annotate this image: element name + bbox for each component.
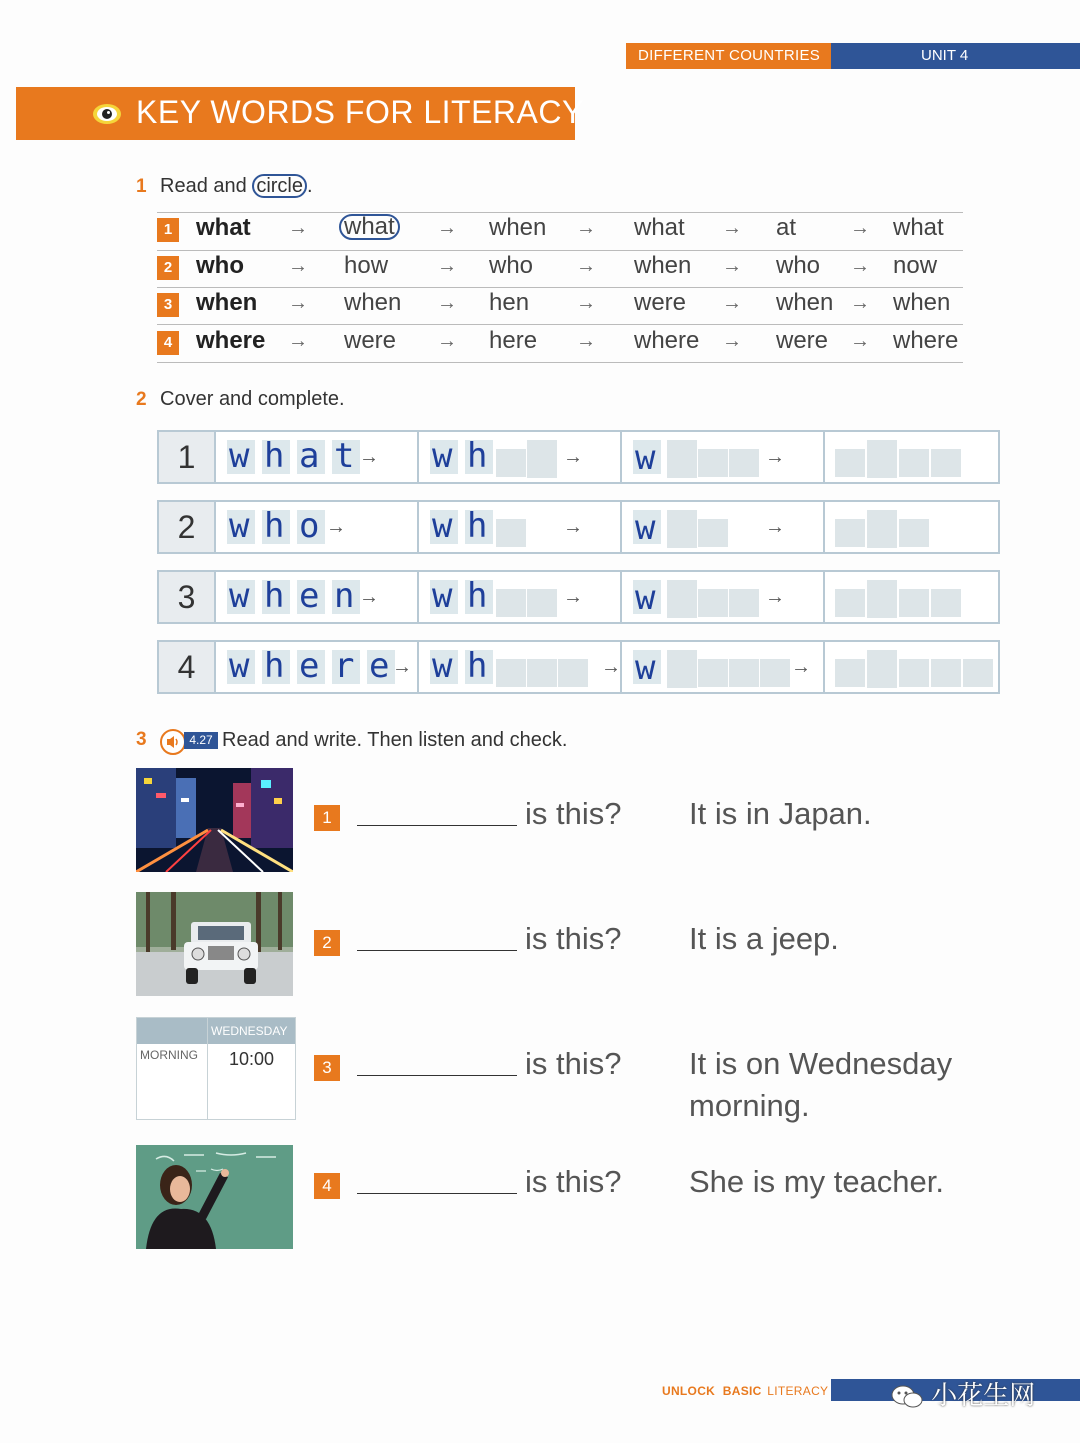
- letter: h: [467, 576, 488, 616]
- letter: h: [264, 436, 285, 476]
- blank-box: [698, 589, 728, 617]
- schedule-day: WEDNESDAY: [211, 1024, 288, 1038]
- arrow-icon: →: [765, 586, 785, 608]
- letter: h: [467, 436, 488, 476]
- question-text: is this?: [525, 1164, 622, 1199]
- question-text: is this?: [525, 1046, 622, 1081]
- blank-box: [496, 589, 526, 617]
- instruction-text: Read and: [160, 175, 253, 197]
- word-option[interactable]: were: [776, 327, 829, 354]
- arrow-icon: →: [563, 516, 583, 538]
- arrow-icon: →: [288, 255, 308, 277]
- letter: w: [635, 508, 656, 548]
- answer-text: It is in Japan.: [689, 796, 872, 831]
- letter: h: [264, 576, 285, 616]
- arrow-icon: →: [576, 292, 596, 314]
- arrow-icon: →: [437, 255, 457, 277]
- row-number: 3: [157, 293, 179, 317]
- blank-box: [899, 589, 929, 617]
- letter: h: [264, 646, 285, 686]
- footer-brand: UNLOCK BASIC LITERACY: [662, 1384, 829, 1398]
- question-number: 2: [314, 930, 340, 956]
- eye-icon: [92, 101, 122, 127]
- teacher-photo: [136, 1145, 293, 1249]
- blank-box: [899, 659, 929, 687]
- blank-box: [698, 659, 728, 687]
- blank-box: [931, 659, 961, 687]
- arrow-icon: →: [601, 656, 621, 678]
- letter: r: [334, 646, 355, 686]
- arrow-icon: →: [288, 330, 308, 352]
- word-option[interactable]: when: [344, 289, 402, 316]
- blank-box: [931, 589, 961, 617]
- question-text: is this?: [525, 796, 622, 831]
- blank-box: [527, 440, 557, 478]
- word-option[interactable]: what: [634, 214, 685, 241]
- page-title: KEY WORDS FOR LITERACY: [136, 94, 584, 130]
- row-number: 2: [159, 502, 214, 552]
- column-divider: [823, 432, 825, 482]
- blank-box: [729, 449, 759, 477]
- watermark: 小花生网: [890, 1375, 1035, 1412]
- arrow-icon: →: [437, 292, 457, 314]
- answer-blank[interactable]: [357, 950, 517, 951]
- letter: w: [432, 436, 453, 476]
- letter: w: [432, 646, 453, 686]
- blank-box: [667, 510, 697, 548]
- arrow-icon: →: [392, 656, 412, 678]
- key-word: when: [196, 289, 258, 316]
- arrow-icon: →: [765, 446, 785, 468]
- column-divider: [823, 642, 825, 692]
- column-divider: [417, 642, 419, 692]
- letter: h: [264, 506, 285, 546]
- blank-box: [867, 580, 897, 618]
- column-divider: [214, 502, 216, 552]
- exercise-number: 2: [136, 389, 147, 410]
- column-divider: [214, 572, 216, 622]
- section-tag: DIFFERENT COUNTRIES: [626, 43, 831, 69]
- word-option[interactable]: who: [489, 252, 534, 279]
- circle-word: circle: [252, 174, 307, 198]
- arrow-icon: →: [563, 446, 583, 468]
- arrow-icon: →: [563, 586, 583, 608]
- blank-box: [667, 650, 697, 688]
- schedule-period: MORNING: [140, 1048, 198, 1062]
- table-divider: [157, 324, 963, 325]
- exercise-1-heading: [136, 174, 313, 198]
- exercise-3-number: 3: [136, 729, 147, 750]
- jeep-photo: [136, 892, 293, 996]
- blank-box: [867, 650, 897, 688]
- instruction-text: Read and write. Then listen and check.: [222, 729, 568, 751]
- row-number: 2: [157, 256, 179, 280]
- instruction-end: .: [307, 175, 313, 197]
- blank-box: [899, 449, 929, 477]
- key-word: where: [196, 327, 266, 354]
- blank-box: [835, 659, 865, 687]
- track-number: 4.27: [184, 732, 218, 749]
- word-option[interactable]: when: [489, 214, 547, 241]
- arrow-icon: →: [850, 217, 870, 239]
- word-option[interactable]: who: [776, 252, 821, 279]
- schedule-card: [136, 1017, 296, 1120]
- blank-box: [867, 440, 897, 478]
- column-divider: [417, 572, 419, 622]
- column-divider: [620, 572, 622, 622]
- table-divider: [157, 212, 963, 213]
- city-night-photo: [136, 768, 293, 872]
- arrow-icon: →: [722, 292, 742, 314]
- word-option[interactable]: when: [776, 289, 834, 316]
- word-option[interactable]: hen: [489, 289, 530, 316]
- word-option[interactable]: at: [776, 214, 797, 241]
- key-word: what: [196, 214, 251, 241]
- blank-box: [760, 659, 790, 687]
- letter: w: [229, 436, 250, 476]
- answer-blank[interactable]: [357, 1193, 517, 1194]
- answer-text: It is a jeep.: [689, 921, 839, 956]
- word-option[interactable]: when: [893, 289, 951, 316]
- blank-box: [931, 449, 961, 477]
- chat-bubble-icon: [890, 1384, 924, 1410]
- table-divider: [157, 250, 963, 251]
- arrow-icon: →: [722, 217, 742, 239]
- blank-box: [835, 589, 865, 617]
- letter: n: [334, 576, 355, 616]
- column-divider: [620, 502, 622, 552]
- question-text: is this?: [525, 921, 622, 956]
- table-divider: [157, 287, 963, 288]
- arrow-icon: →: [326, 516, 346, 538]
- exercise-number: 1: [136, 176, 147, 197]
- row-number: 1: [159, 432, 214, 482]
- word-option[interactable]: here: [489, 327, 538, 354]
- letter: w: [229, 646, 250, 686]
- letter: a: [299, 436, 320, 476]
- instruction-text: Cover and complete.: [160, 388, 345, 410]
- blank-box: [527, 659, 557, 687]
- word-option[interactable]: were: [344, 327, 397, 354]
- arrow-icon: →: [359, 446, 379, 468]
- column-divider: [417, 432, 419, 482]
- letter: w: [229, 506, 250, 546]
- blank-box: [963, 659, 993, 687]
- row-number: 1: [157, 218, 179, 242]
- word-option[interactable]: how: [344, 252, 389, 279]
- arrow-icon: →: [850, 255, 870, 277]
- letter: e: [299, 576, 320, 616]
- blank-box: [496, 659, 526, 687]
- row-number: 4: [159, 642, 214, 692]
- arrow-icon: →: [437, 330, 457, 352]
- arrow-icon: →: [765, 516, 785, 538]
- word-option[interactable]: when: [634, 252, 692, 279]
- cover-row: [157, 500, 1000, 554]
- cover-row: [157, 430, 1000, 484]
- blank-box: [899, 519, 929, 547]
- letter: w: [432, 506, 453, 546]
- column-divider: [620, 432, 622, 482]
- column-divider: [214, 432, 216, 482]
- question-number: 4: [314, 1173, 340, 1199]
- arrow-icon: →: [850, 292, 870, 314]
- blank-box: [835, 519, 865, 547]
- blank-box: [698, 449, 728, 477]
- word-option[interactable]: what: [893, 214, 944, 241]
- key-word: who: [196, 252, 244, 279]
- question-number: 3: [314, 1055, 340, 1081]
- table-divider: [157, 362, 963, 363]
- schedule-divider: [207, 1018, 208, 1119]
- word-option[interactable]: where: [634, 327, 700, 354]
- row-number: 3: [159, 572, 214, 622]
- letter: e: [369, 646, 390, 686]
- letter: w: [432, 576, 453, 616]
- word-option[interactable]: what: [339, 214, 400, 240]
- column-divider: [214, 642, 216, 692]
- blank-box: [496, 519, 526, 547]
- speaker-icon: [162, 731, 184, 753]
- answer-text: It is on Wednesday morning.: [689, 1046, 953, 1123]
- arrow-icon: →: [437, 217, 457, 239]
- blank-box: [667, 580, 697, 618]
- letter: t: [334, 436, 355, 476]
- letter: h: [467, 506, 488, 546]
- column-divider: [417, 502, 419, 552]
- blank-box: [558, 659, 588, 687]
- blank-box: [667, 440, 697, 478]
- answer-blank[interactable]: [357, 1075, 517, 1076]
- cover-row: [157, 640, 1000, 694]
- arrow-icon: →: [288, 217, 308, 239]
- letter: h: [467, 646, 488, 686]
- letter: o: [299, 506, 320, 546]
- word-option[interactable]: where: [893, 327, 959, 354]
- letter: e: [299, 646, 320, 686]
- arrow-icon: →: [722, 255, 742, 277]
- arrow-icon: →: [288, 292, 308, 314]
- arrow-icon: →: [791, 656, 811, 678]
- blank-box: [496, 449, 526, 477]
- row-number: 4: [157, 331, 179, 355]
- unit-tag: UNIT 4: [831, 43, 1080, 69]
- exercise-2-heading: [136, 388, 345, 411]
- cover-row: [157, 570, 1000, 624]
- answer-text: She is my teacher.: [689, 1164, 945, 1199]
- column-divider: [823, 502, 825, 552]
- blank-box: [729, 659, 759, 687]
- arrow-icon: →: [576, 217, 596, 239]
- arrow-icon: →: [576, 255, 596, 277]
- word-option[interactable]: now: [893, 252, 938, 279]
- answer-blank[interactable]: [357, 825, 517, 826]
- arrow-icon: →: [722, 330, 742, 352]
- letter: w: [635, 648, 656, 688]
- question-number: 1: [314, 805, 340, 831]
- arrow-icon: →: [850, 330, 870, 352]
- audio-icon[interactable]: [160, 729, 186, 755]
- schedule-time: 10:00: [229, 1049, 275, 1069]
- blank-box: [835, 449, 865, 477]
- letter: w: [635, 438, 656, 478]
- arrow-icon: →: [359, 586, 379, 608]
- blank-box: [729, 589, 759, 617]
- letter: w: [229, 576, 250, 616]
- letter: w: [635, 578, 656, 618]
- blank-box: [867, 510, 897, 548]
- arrow-icon: →: [576, 330, 596, 352]
- column-divider: [823, 572, 825, 622]
- blank-box: [527, 589, 557, 617]
- word-option[interactable]: were: [634, 289, 687, 316]
- blank-box: [698, 519, 728, 547]
